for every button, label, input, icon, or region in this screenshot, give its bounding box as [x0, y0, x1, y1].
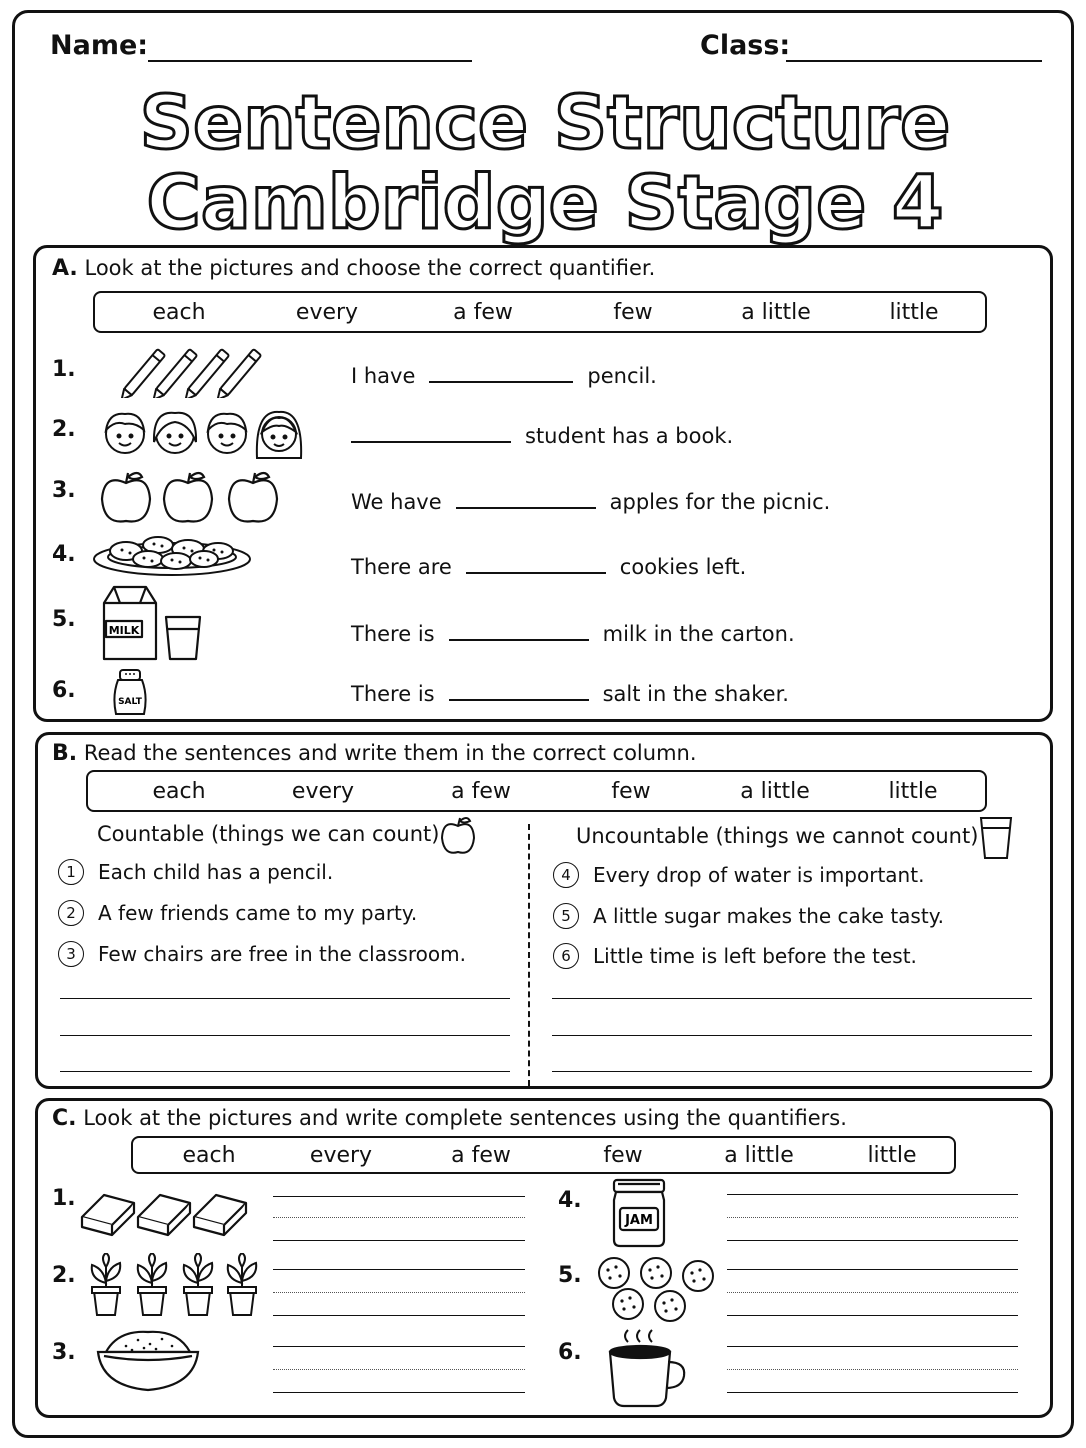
sentence-start: We have: [351, 490, 442, 514]
writing-line[interactable]: [727, 1315, 1018, 1316]
word-bank-item: every: [309, 1143, 373, 1168]
sentence-end: milk in the carton.: [602, 622, 795, 646]
word-bank-item: each: [182, 1143, 236, 1168]
item-number: 5.: [558, 1263, 582, 1288]
answer-blank[interactable]: [351, 441, 511, 443]
word-bank-item: a few: [451, 1143, 511, 1168]
uncountable-sentence: [553, 862, 924, 888]
sentence-a6: [351, 682, 789, 706]
children-icon: [103, 408, 303, 460]
item-number-badge: 5: [553, 903, 579, 929]
sentence-end: pencil.: [587, 364, 657, 388]
item-number-badge: 1: [58, 859, 84, 885]
guide-line: [727, 1217, 1018, 1218]
erasers-icon: [78, 1183, 250, 1239]
item-number: 3.: [52, 1340, 76, 1365]
uncountable-writing-line[interactable]: [552, 1035, 1032, 1036]
item-number: 2.: [52, 417, 76, 442]
guide-line: [727, 1292, 1018, 1293]
item-number-badge: 4: [553, 862, 579, 888]
guide-line: [273, 1217, 525, 1218]
sentence-text: A few friends came to my party.: [98, 901, 418, 925]
sentence-text: Each child has a pencil.: [98, 860, 334, 884]
writing-line[interactable]: [273, 1346, 525, 1347]
item-number-badge: 6: [553, 943, 579, 969]
column-divider: [528, 824, 530, 1086]
writing-line[interactable]: [727, 1346, 1018, 1347]
section-a-letter: A.: [52, 256, 78, 281]
sentence-end: cookies left.: [619, 555, 747, 579]
salt-shaker-icon: [108, 666, 152, 718]
writing-line[interactable]: [727, 1240, 1018, 1241]
item-number-badge: 2: [58, 900, 84, 926]
word-bank-item: a few: [453, 300, 513, 325]
sentence-a4: [351, 555, 746, 579]
writing-line[interactable]: [273, 1196, 525, 1197]
salt-label: SALT: [118, 697, 142, 707]
word-bank-item: few: [611, 779, 651, 804]
section-c-letter: C.: [52, 1106, 77, 1131]
section-a-instruction: Look at the pictures and choose the correct quantifier.: [84, 256, 656, 280]
item-number: 6.: [558, 1340, 582, 1365]
writing-line[interactable]: [273, 1392, 525, 1393]
section-b-instruction: Read the sentences and write them in the correct column.: [83, 741, 697, 765]
sentence-start: There are: [351, 555, 452, 579]
jam-label: JAM: [625, 1213, 653, 1228]
writing-line[interactable]: [273, 1240, 525, 1241]
cookie-plate-icon: [92, 527, 252, 579]
word-bank-c: [131, 1136, 956, 1174]
class-field[interactable]: [786, 60, 1042, 62]
sentence-end: student has a book.: [525, 424, 734, 448]
sentence-text: Few chairs are free in the classroom.: [98, 942, 466, 966]
word-bank-item: few: [613, 300, 653, 325]
worksheet-title: [140, 68, 950, 248]
word-bank-item: every: [291, 779, 355, 804]
answer-blank[interactable]: [456, 507, 596, 509]
plants-icon: [86, 1253, 262, 1317]
item-number-badge: 3: [58, 941, 84, 967]
uncountable-sentence: [553, 943, 917, 969]
countable-writing-line[interactable]: [60, 1071, 510, 1072]
answer-blank[interactable]: [466, 572, 606, 574]
answer-blank[interactable]: [429, 381, 573, 383]
uncountable-heading: Uncountable (things we cannot count): [576, 824, 979, 848]
title-line2: Cambridge Stage 4: [146, 160, 944, 246]
countable-heading: Countable (things we can count): [97, 822, 440, 846]
guide-line: [273, 1292, 525, 1293]
item-number: 2.: [52, 1263, 76, 1288]
word-bank-b: [86, 770, 987, 812]
sentence-a3: [351, 490, 830, 514]
countable-writing-line[interactable]: [60, 998, 510, 999]
writing-line[interactable]: [727, 1194, 1018, 1195]
sentence-a2: [351, 424, 733, 448]
cookies-icon: [596, 1256, 722, 1324]
sentence-a1: [351, 364, 657, 388]
section-c-heading: [52, 1106, 847, 1131]
word-bank-item: each: [152, 300, 206, 325]
sentence-a5: [351, 622, 795, 646]
writing-line[interactable]: [273, 1269, 525, 1270]
item-number: 5.: [52, 607, 76, 632]
section-a-heading: [52, 256, 655, 281]
uncountable-sentence: [553, 903, 944, 929]
glass-icon: [978, 814, 1014, 862]
item-number: 4.: [558, 1188, 582, 1213]
word-bank-item: little: [888, 779, 938, 804]
pencils-icon: [118, 342, 268, 398]
countable-writing-line[interactable]: [60, 1035, 510, 1036]
name-label: Name:: [50, 30, 149, 61]
apple-icon: [440, 814, 476, 858]
sentence-start: There is: [351, 682, 435, 706]
writing-line[interactable]: [727, 1269, 1018, 1270]
section-b-letter: B.: [52, 741, 78, 766]
item-number: 4.: [52, 542, 76, 567]
uncountable-writing-line[interactable]: [552, 998, 1032, 999]
word-bank-item: a few: [451, 779, 511, 804]
sentence-end: salt in the shaker.: [602, 682, 789, 706]
sentence-end: apples for the picnic.: [609, 490, 831, 514]
sentence-text: Little time is left before the test.: [593, 944, 917, 968]
writing-line[interactable]: [727, 1392, 1018, 1393]
writing-line[interactable]: [273, 1315, 525, 1316]
title-line1: Sentence Structure: [140, 80, 950, 166]
word-bank-item: a little: [724, 1143, 794, 1168]
guide-line: [727, 1369, 1018, 1370]
name-field[interactable]: [148, 60, 472, 62]
answer-blank[interactable]: [449, 699, 589, 701]
sentence-text: Every drop of water is important.: [593, 863, 925, 887]
countable-sentence: [58, 900, 417, 926]
item-number: 6.: [52, 678, 76, 703]
word-bank-item: each: [152, 779, 206, 804]
item-number: 1.: [52, 1186, 76, 1211]
word-bank-item: little: [889, 300, 939, 325]
countable-sentence: [58, 941, 466, 967]
item-number: 1.: [52, 357, 76, 382]
milk-label: MILK: [108, 624, 140, 637]
class-label: Class:: [700, 30, 791, 61]
item-number: 3.: [52, 478, 76, 503]
word-bank-a: [93, 291, 987, 333]
word-bank-item: a little: [741, 300, 811, 325]
answer-blank[interactable]: [449, 639, 589, 641]
milk-carton-icon: [100, 583, 206, 663]
word-bank-item: every: [295, 300, 359, 325]
rice-bowl-icon: [96, 1326, 200, 1394]
guide-line: [273, 1369, 525, 1370]
section-b-heading: [52, 741, 697, 766]
sentence-text: A little sugar makes the cake tasty.: [593, 904, 945, 928]
word-bank-item: little: [867, 1143, 917, 1168]
sentence-start: I have: [351, 364, 416, 388]
uncountable-writing-line[interactable]: [552, 1071, 1032, 1072]
word-bank-item: few: [603, 1143, 643, 1168]
countable-sentence: [58, 859, 333, 885]
sentence-start: There is: [351, 622, 435, 646]
section-c-instruction: Look at the pictures and write complete sentences using the quantifiers.: [83, 1106, 847, 1130]
coffee-cup-icon: [606, 1328, 688, 1408]
apples-icon: [100, 467, 282, 525]
jam-jar-icon: [610, 1178, 668, 1248]
word-bank-item: a little: [740, 779, 810, 804]
